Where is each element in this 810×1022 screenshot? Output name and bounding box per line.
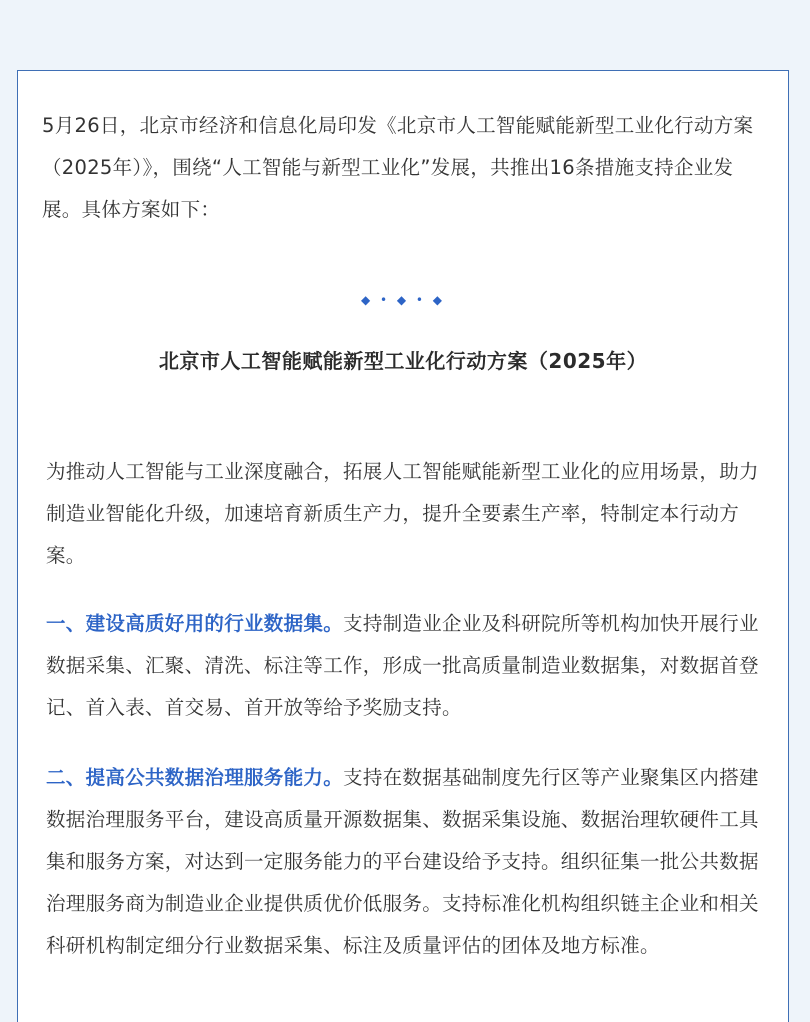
measure-body: 支持制造业企业及科研院所等机构加快开展行业数据采集、汇聚、清洗、标注等工作，形成一批高质量制造业数据集，对数据首登记、首入表、首交易、首开放等给予奖励支持。 [46, 612, 759, 719]
decorative-divider: ◆ • ◆ • ◆ [360, 293, 446, 307]
measure-item [46, 757, 766, 967]
document-title: 北京市人工智能赋能新型工业化行动方案（2025年） [158, 349, 648, 373]
measure-heading: 一、建设高质好用的行业数据集。 [46, 612, 344, 635]
preamble-paragraph: 为推动人工智能与工业深度融合，拓展人工智能赋能新型工业化的应用场景，助力制造业智能化升级，加速培育新质生产力，提升全要素生产率，特制定本行动方案。 [46, 460, 759, 567]
measure-item [46, 603, 766, 729]
measure-body: 支持在数据基础制度先行区等产业聚集区内搭建数据治理服务平台，建设高质量开源数据集、数据采集设施、数据治理软硬件工具集和服务方案，对达到一定服务能力的平台建设给予支持。组织征集一批公共数据治理服务商为制造业企业提供质优价低服务。支持标准化机构组织链主企业和相关科研机构制定细分行业数据采集、标注及质量评估的团体及地方标准。 [46, 766, 759, 957]
intro-paragraph: 5月26日，北京市经济和信息化局印发《北京市人工智能赋能新型工业化行动方案（2025年）》，围绕“人工智能与新型工业化”发展，共推出16条措施支持企业发展。具体方案如下： [42, 114, 754, 221]
article-card [17, 70, 789, 1022]
measure-heading: 二、提高公共数据治理服务能力。 [46, 766, 344, 789]
